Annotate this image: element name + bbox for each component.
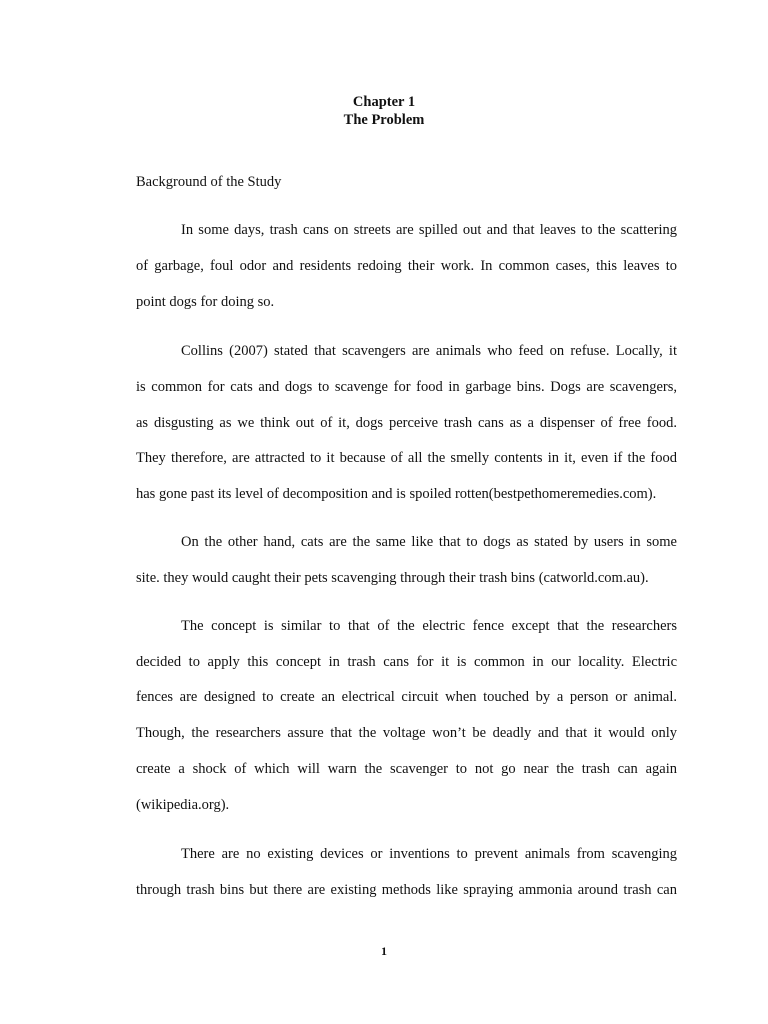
paragraph-line: decided to apply this concept in trash cans for it is common in our locality. Electric [136, 654, 677, 670]
paragraph-line: of garbage, foul odor and residents redoing their work. In common cases, this leaves to [136, 258, 677, 274]
section-heading: Background of the Study [136, 174, 282, 190]
paragraph-line: The concept is similar to that of the electric fence except that the researchers [181, 618, 677, 634]
paragraph-line: Though, the researchers assure that the voltage won’t be deadly and that it would only [136, 725, 677, 741]
page-number: 1 [381, 944, 387, 958]
paragraph-line: is common for cats and dogs to scavenge for food in garbage bins. Dogs are scavengers, [136, 379, 677, 395]
paragraph-line: On the other hand, cats are the same like that to dogs as stated by users in some [181, 534, 677, 550]
paragraph-line: site. they would caught their pets scavenging through their trash bins (catworld.com.au). [136, 570, 649, 586]
paragraph-line: They therefore, are attracted to it because of all the smelly contents in it, even if the food [136, 450, 677, 466]
paragraph-line: create a shock of which will warn the scavenger to not go near the trash can again [136, 761, 677, 777]
paragraph-line: Collins (2007) stated that scavengers are animals who feed on refuse. Locally, it [181, 343, 677, 359]
paragraph-line: point dogs for doing so. [136, 294, 275, 310]
chapter-label: Chapter 1 [352, 94, 416, 110]
paragraph-line: There are no existing devices or inventions to prevent animals from scavenging [181, 846, 677, 862]
paragraph-line: as disgusting as we think out of it, dogs perceive trash cans as a dispenser of free food. [136, 415, 677, 431]
paragraph-line: (wikipedia.org). [136, 797, 230, 813]
paragraph-line: fences are designed to create an electrical circuit when touched by a person or animal. [136, 689, 677, 705]
paragraph-line: has gone past its level of decomposition and is spoiled rotten(bestpethomeremedies.com). [136, 486, 657, 502]
paragraph-line: In some days, trash cans on streets are spilled out and that leaves to the scattering [181, 222, 677, 238]
chapter-title: The Problem [343, 112, 425, 128]
paragraph-line: through trash bins but there are existing methods like spraying ammonia around trash can [136, 882, 677, 898]
